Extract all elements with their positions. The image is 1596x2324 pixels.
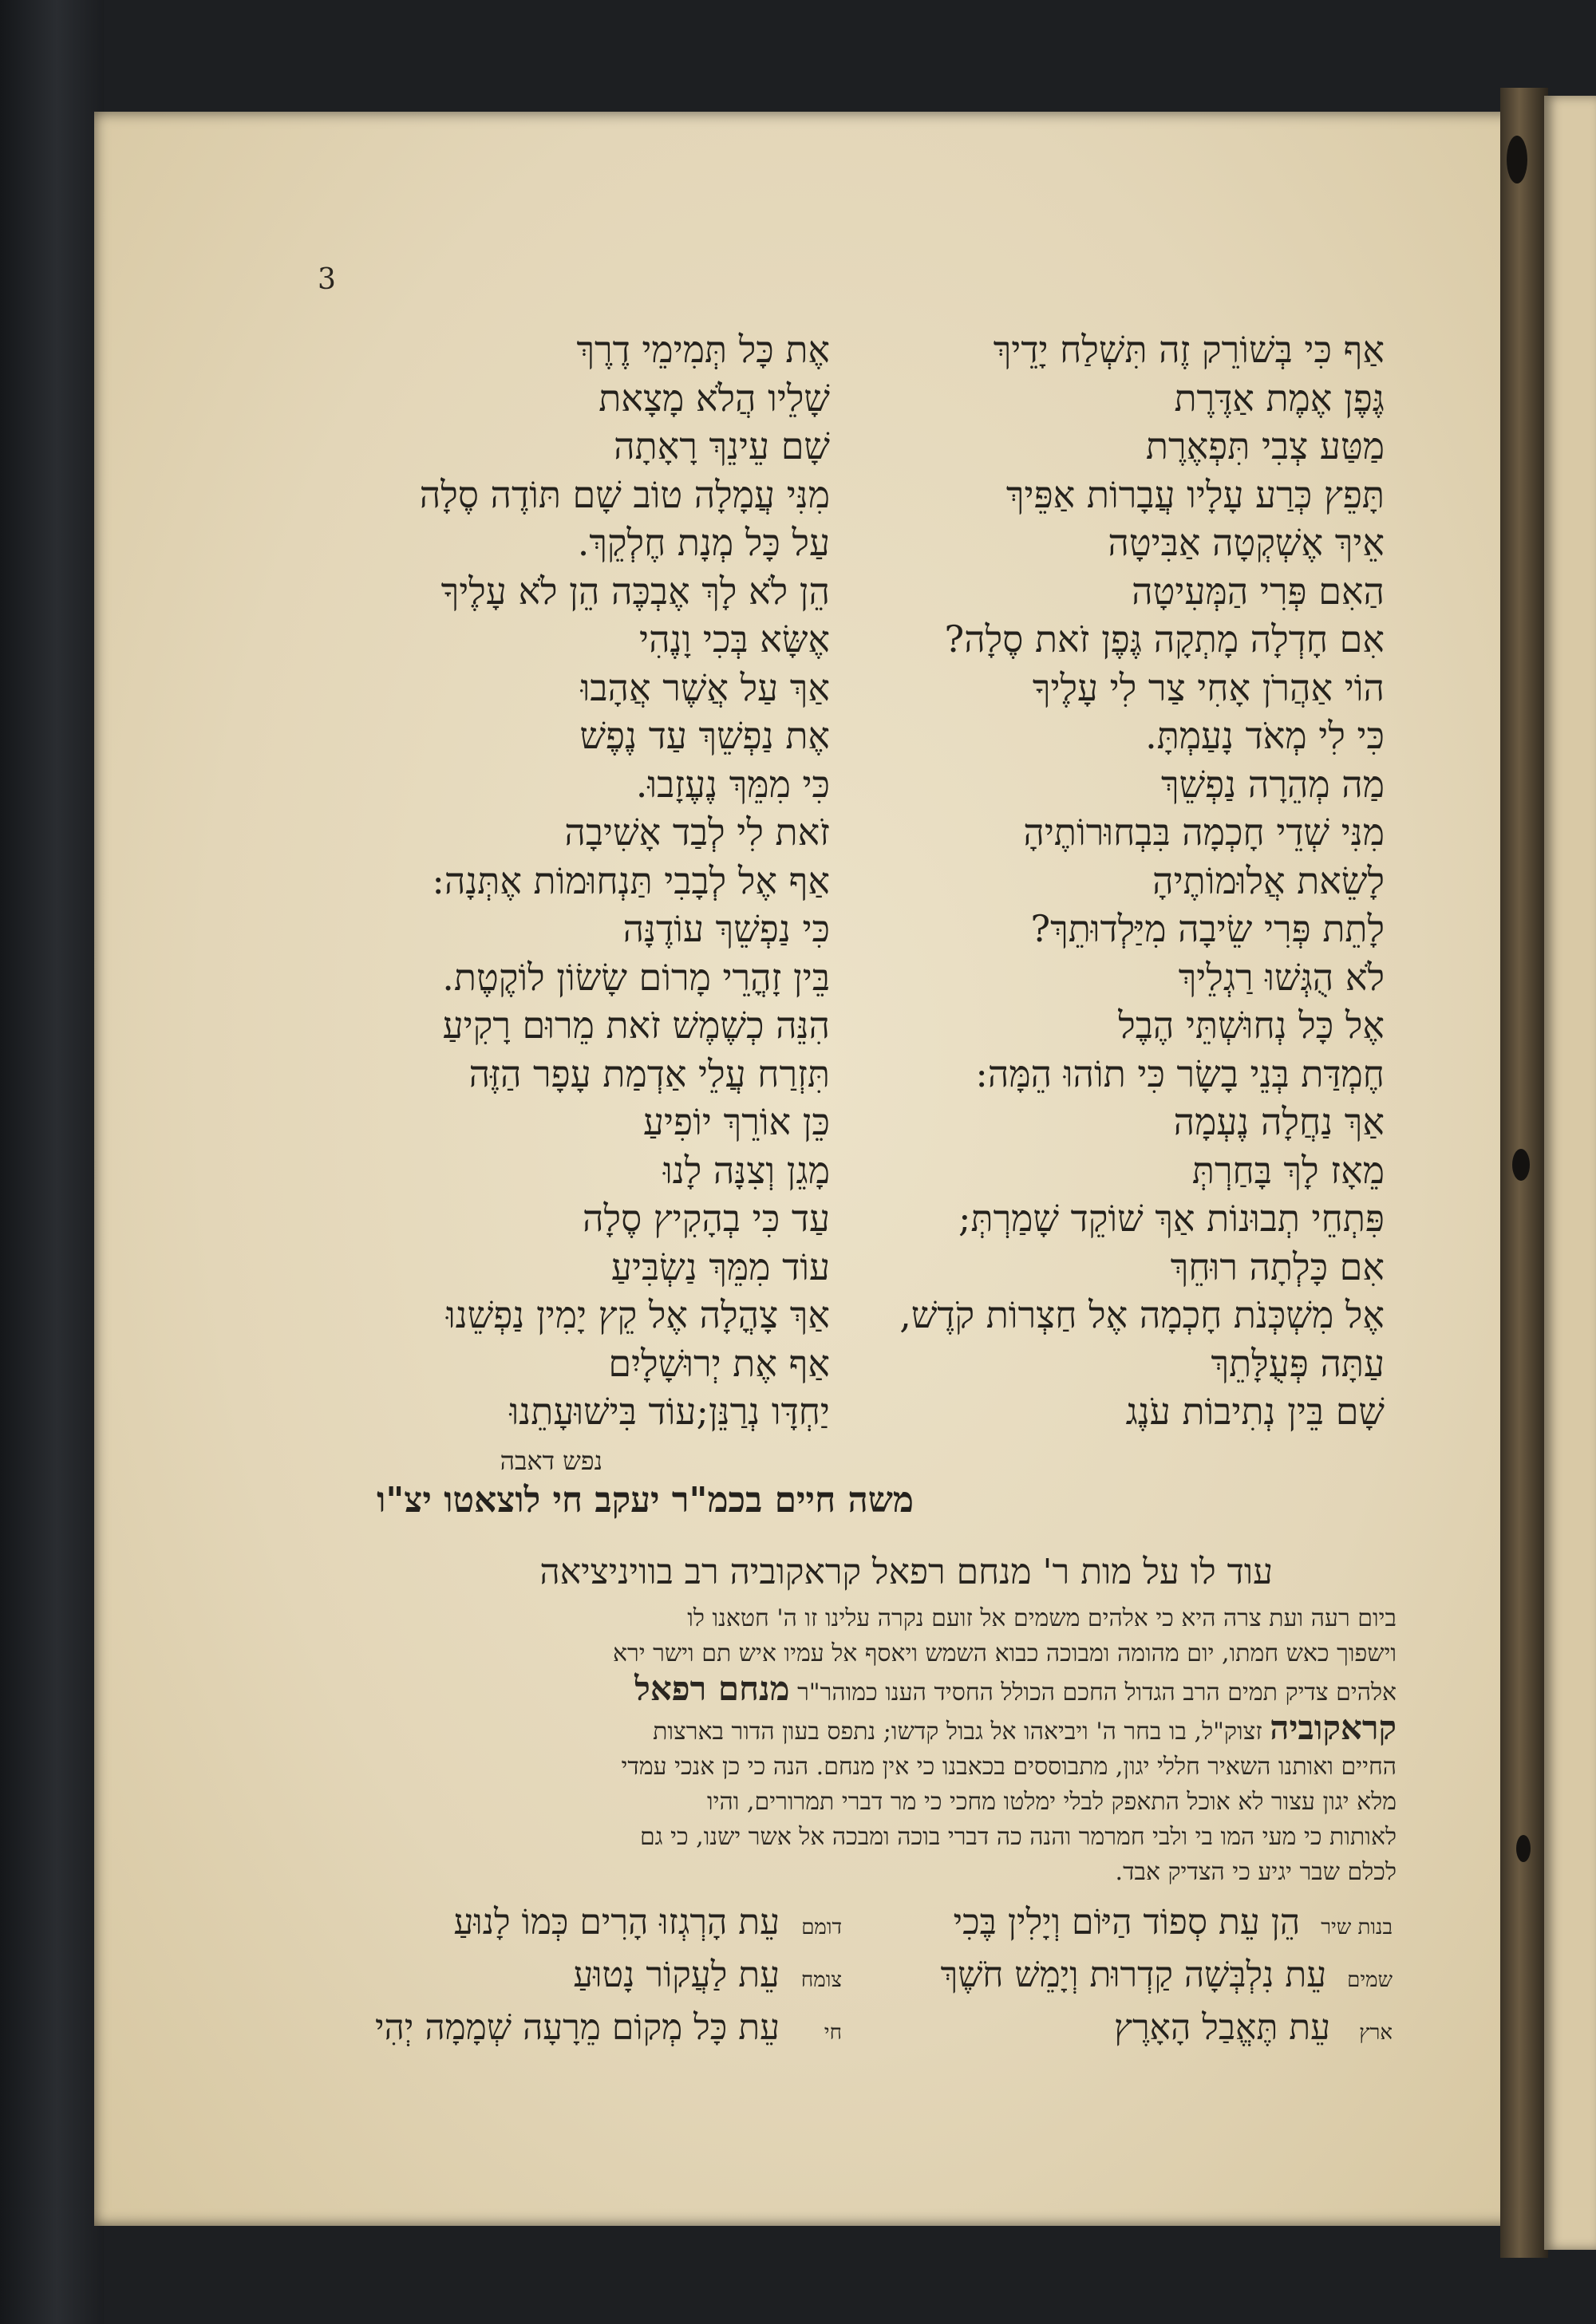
verse-line: אֶת נַפְשֵׁךְ עַד נֶפֶשׁ <box>579 714 830 757</box>
dirge-line <box>267 1951 842 2004</box>
speaker-tag: ארץ <box>1359 2021 1393 2045</box>
dirge-text: עֵת לַעֲקוֹר נָטוּעַ <box>573 1955 780 1995</box>
prose-line: החיים ואותנו השאיר חללי יגון, מתבוססים בכאבנו כי אין מנחם. הנה כי כן אנכי עמדי <box>621 1753 1396 1781</box>
verse-line: מִנִּי שְׁדֵי חָכְמָה בִּבְחוּרוֹתֶיהָ <box>1023 811 1385 854</box>
verse-line: עַל כָּל מְנָת חֶלְקֵךְ. <box>577 521 830 564</box>
verse-line: מַה מְהֵרָה נַפְשֵׁךְ <box>1161 762 1385 806</box>
verse-line: מֵאָז לָךְ בָּחַרְתְּ <box>1191 1148 1385 1192</box>
verse-line: כֵּן אוֹרֵךְ יוֹפִיעַ <box>642 1100 830 1143</box>
verse-line: זֹאת לִי לְבַד אָשִׁיבָה <box>564 811 830 854</box>
verse-line: אֶשָּׂא בְּכִי וָנֶהִי <box>639 617 830 661</box>
verse-line: אַף כִּי בְּשׁוֹרֵק זֶה תִּשְׁלַח יָדֵיךְ <box>993 328 1385 371</box>
speaker-tag: שמים <box>1347 1968 1393 1992</box>
verse-line: תִּזְרַח עֲלֵי אַדְמַת עָפָר הַזֶּה <box>468 1052 830 1095</box>
ink-blot <box>1507 136 1527 183</box>
page-number: 3 <box>318 263 336 296</box>
verse-line: אַף אֶת יְרוּשָׁלָיִם <box>608 1341 830 1385</box>
dirge-text: עֵת כָּל מְקוֹם מֵרָעָה שְׁמָמָה יְהִי <box>374 2007 780 2048</box>
verse-line: עַתָּה פְּעֻלָּתֵךְ <box>1211 1341 1385 1385</box>
adjacent-page-edge <box>1544 96 1596 2250</box>
speaker-tag: דומם <box>801 1916 842 1939</box>
prose-line: ביום רעה ועת צרה היא כי אלהים משמים אל זועם נקרה עלינו זו ה' חטאנו לו <box>687 1604 1396 1632</box>
verse-line: אֶל מִשְׁכְּנֹת חָכְמָה אֶל חַצְרוֹת קֹדֶשׁ, <box>899 1293 1385 1336</box>
speaker-tag: חי <box>824 2021 842 2045</box>
prose-line: אלהים צדיק תמים הרב הגדול החכם הכולל החסיד הענו כמוהר"ר מנחם רפאל <box>634 1671 1396 1708</box>
verse-line: אֶל כָּל נְחוּשְׁתֵּי הֶבֶל <box>1118 1004 1385 1047</box>
verse-line: אַף אֶל לְבָבִי תַּנְחוּמוֹת אֶתְּנָה: <box>432 858 830 902</box>
dirge-line <box>818 1899 1393 1951</box>
dirge-column-left <box>267 1899 842 2057</box>
verse-line: אֶת כָּל תְּמִימֵי דֶרֶךְ <box>576 328 830 371</box>
verse-line: הֵן לֹא לָךְ אֶבְכֶּה הֵן לֹא עָלֶיךָ <box>440 569 830 613</box>
signature-motto: נפש דאבה <box>500 1446 602 1476</box>
verse-line: יַחְדָּו נְרַנֵּן;עוֹד בִּישׁוּעָתֵנוּ <box>509 1390 830 1433</box>
ink-blot <box>1512 1149 1530 1181</box>
verse-line: אֵיךְ אֶשְׁקְטָה אַבִּיטָה <box>1108 521 1385 564</box>
verse-line: גֶּפֶן אֶמֶת אַדֶּרֶת <box>1174 376 1385 420</box>
ink-blot <box>1516 1835 1531 1862</box>
prose-line: קראקוביה זצוק"ל, בו בחר ה' ויביאהו אל גבול קדשו; נתפס בעון הדור בארצות <box>653 1710 1396 1747</box>
speaker-tag: צומח <box>800 1968 842 1992</box>
verse-line: אַךְ עַל אֲשֶׁר אֲהָבוּ <box>580 665 830 709</box>
verse-line: לָתֵת פְּרִי שֵׂיבָה מִיַּלְדוּתֵךְ? <box>1030 907 1385 950</box>
book-spine <box>0 0 104 2324</box>
prose-line: מלא יגון עצור לא אוכל התאפק לבלי ימלטו מחכי כי מר דברי תמרורים, והיו <box>706 1788 1396 1816</box>
verse-line: כִּי מִמֵּךְ נֶעֶזָבוּ. <box>635 762 830 806</box>
prose-paragraph <box>247 1601 1396 1890</box>
verse-line: לֹא הֻגְּשׁוּ רַגְלֵיךְ <box>1178 955 1385 999</box>
verse-line: הַאִם פְּרִי הַמְּעִיטָה <box>1132 569 1385 613</box>
poem-column-left <box>255 326 830 1436</box>
prose-line: לכלם שבר יגיע כי הצדיק אבד. <box>1115 1858 1396 1886</box>
author-signature: משה חיים בכמ"ר יעקב חי לוצאטו יצ"ו <box>377 1480 914 1521</box>
verse-line: תָּפֵץ כְּרַע עָלָיו עֲבָרוֹת אַפֵּיךְ <box>1005 472 1385 516</box>
verse-line: הִנֵּה כְשֶׁמֶשׁ זֹאת מֵרוּם רָקִיעַ <box>442 1004 830 1047</box>
dirge-line <box>267 1899 842 1951</box>
verse-line: לָשֵׂאת אֲלוּמוֹתֶיהָ <box>1152 858 1385 902</box>
verse-line: מִנִּי עֲמָלָה טוֹב שָׁם תּוֹדֶה סֶלָה <box>419 472 830 516</box>
dirge-text: עֵת תֶּאֱבַל הָאָרֶץ <box>1114 2007 1330 2048</box>
verse-line: מַטַּע צְבִי תִּפְאֶרֶת <box>1145 424 1385 468</box>
dirge-line <box>267 2004 842 2057</box>
prose-line: וישפוך כאש חמתו, יום מהומה ומבוכה כבוא השמש ויאסף אל עמיו איש תם וישר ירא <box>613 1639 1396 1667</box>
dirge-column-right <box>818 1899 1393 2057</box>
dirge-text: עֵת נִלְבְּשָׁה קַדְרוּת וְיָמֵשׁ חֹשֶׁךְ <box>940 1955 1327 1995</box>
prose-line: לאותות כי מעי המו בי ולבי חמרמר והנה כה דברי בוכה ומבכה אל אשר ישנו, כי גם <box>639 1823 1396 1851</box>
verse-line: עוֹד מִמֵּךְ נַשְׂבִּיעַ <box>610 1245 830 1288</box>
verse-line: מָגֵן וְצִנָּה לָנוּ <box>663 1148 830 1192</box>
verse-line: שָׁלֵיו הֲלֹא מָצָאת <box>598 376 830 420</box>
verse-line: כִּי נַפְשֵׁךְ עוֹדֶנָּה <box>622 907 830 950</box>
verse-line: הוֹי אַהֲרֹן אָחִי צַר לִי עָלֶיךָ <box>1032 665 1385 709</box>
verse-line: בֵּין זָהֳרֵי מָרוֹם שָׂשׂוֹן לוֹקֶטֶת. <box>442 955 830 999</box>
dirge-line <box>818 2004 1393 2057</box>
speaker-tag: בנות שיר <box>1321 1916 1393 1939</box>
verse-line: עַד כִּי בְהָקִיץ סֶלָה <box>583 1197 830 1240</box>
dirge-text: הֵן עֵת סְפוֹד הַיּוֹם וְיָלִין בֶּכִי <box>953 1902 1301 1943</box>
dirge-text: עֵת הָרְגְזוּ הָרִים כְּמוֹ לָנוּעַ <box>453 1902 780 1943</box>
verse-line: חֶמְדַּת בְּנֵי בָשָׂר כִּי תוֹהוּ הֵמָּה: <box>975 1052 1385 1095</box>
poem-column-right <box>810 326 1385 1436</box>
verse-line: אַךְ נַחֲלָה נֶעְמָה <box>1173 1100 1385 1143</box>
verse-line: אִם חָדְלָה מָתְקָה גֶּפֶן זֹאת סֶלָה? <box>944 617 1385 661</box>
verse-line: שָׁם בֵּין נְתִיבוֹת עֹנֶג <box>1125 1390 1385 1433</box>
verse-line: שָׁם עֵינֵךְ רָאָתָה <box>614 424 830 468</box>
verse-line: כִּי לִי מְאֹד נָעַמְתָּ. <box>1145 714 1385 757</box>
verse-line: אַךְ צָהֳלָה אֶל קֵץ יָמִין נַפְשֵׁנוּ <box>445 1293 830 1336</box>
verse-line: אִם כָּלְתָה רוּחֵךְ <box>1170 1245 1385 1288</box>
verse-line: פִּתְחֵי תְבוּנוֹת אַךְ שׁוֹקֵד שָׁמַרְתְּ; <box>958 1197 1385 1240</box>
section-heading: עוד לו על מות ר' מנחם רפאל קראקוביה רב בוויניציאה <box>539 1552 1273 1592</box>
dirge-line <box>818 1951 1393 2004</box>
